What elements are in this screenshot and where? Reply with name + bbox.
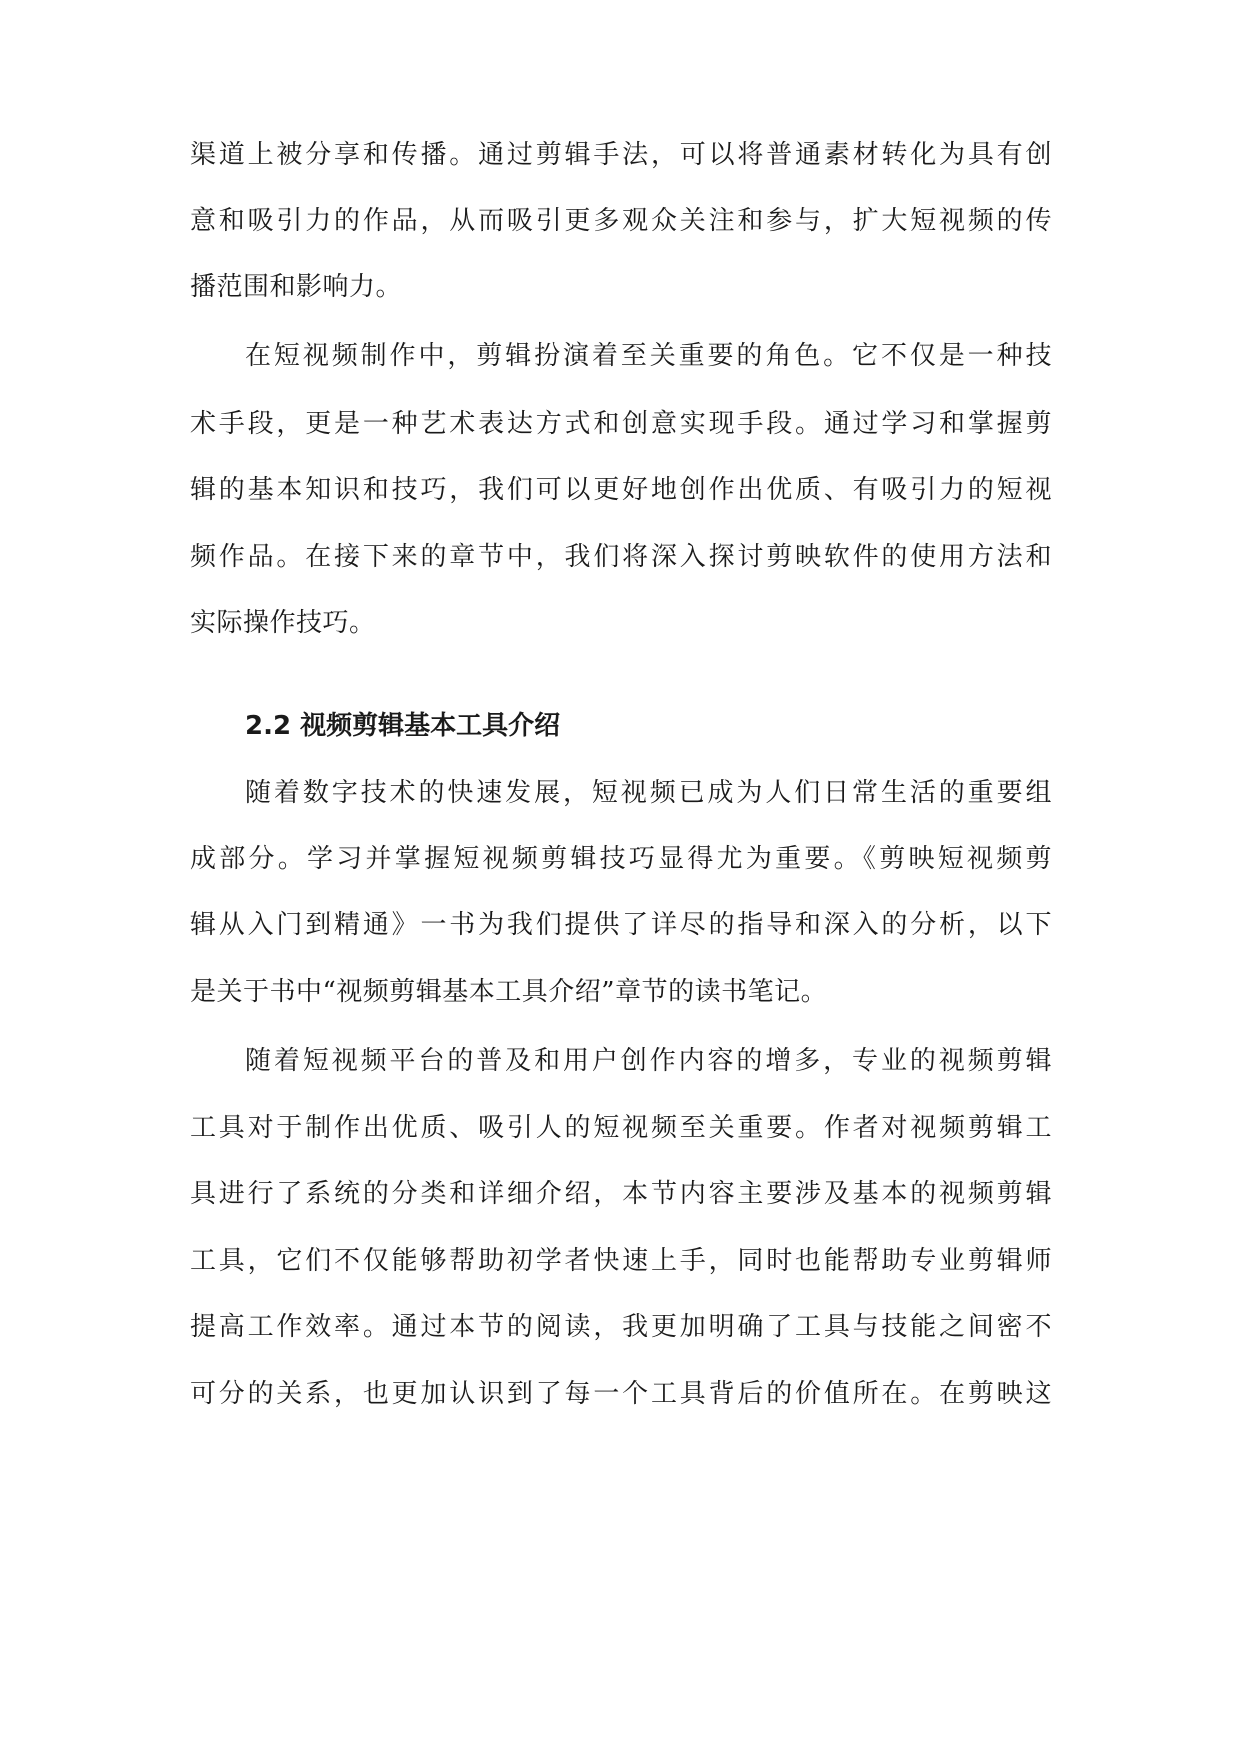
text-line: 意和吸引力的作品，从而吸引更多观众关注和参与，扩大短视频的传 (190, 206, 1052, 236)
text-line: 术手段，更是一种艺术表达方式和创意实现手段。通过学习和掌握剪 (190, 409, 1052, 439)
text-line: 是关于书中“视频剪辑基本工具介绍”章节的读书笔记。 (190, 977, 828, 1007)
text-line: 辑从入门到精通》一书为我们提供了详尽的指导和深入的分析，以下 (190, 910, 1052, 940)
text-line: 辑的基本知识和技巧，我们可以更好地创作出优质、有吸引力的短视 (190, 475, 1052, 505)
text-line: 随着数字技术的快速发展，短视频已成为人们日常生活的重要组 (245, 778, 1052, 808)
text-line: 频作品。在接下来的章节中，我们将深入探讨剪映软件的使用方法和 (190, 542, 1052, 572)
text-line: 随着短视频平台的普及和用户创作内容的增多，专业的视频剪辑 (245, 1046, 1052, 1076)
section-heading: 2.2 视频剪辑基本工具介绍 (245, 711, 561, 741)
text-line: 成部分。学习并掌握短视频剪辑技巧显得尤为重要。《剪映短视频剪 (190, 844, 1052, 874)
text-line: 实际操作技巧。 (190, 608, 376, 638)
text-line: 在短视频制作中，剪辑扮演着至关重要的角色。它不仅是一种技 (245, 341, 1052, 371)
text-line: 渠道上被分享和传播。通过剪辑手法，可以将普通素材转化为具有创 (190, 140, 1052, 170)
text-line: 提高工作效率。通过本节的阅读，我更加明确了工具与技能之间密不 (190, 1312, 1052, 1342)
text-line: 可分的关系，也更加认识到了每一个工具背后的价值所在。在剪映这 (190, 1379, 1052, 1409)
text-line: 播范围和影响力。 (190, 272, 403, 302)
text-line: 工具，它们不仅能够帮助初学者快速上手，同时也能帮助专业剪辑师 (190, 1246, 1052, 1276)
text-line: 工具对于制作出优质、吸引人的短视频至关重要。作者对视频剪辑工 (190, 1113, 1052, 1143)
text-line: 具进行了系统的分类和详细介绍，本节内容主要涉及基本的视频剪辑 (190, 1179, 1052, 1209)
